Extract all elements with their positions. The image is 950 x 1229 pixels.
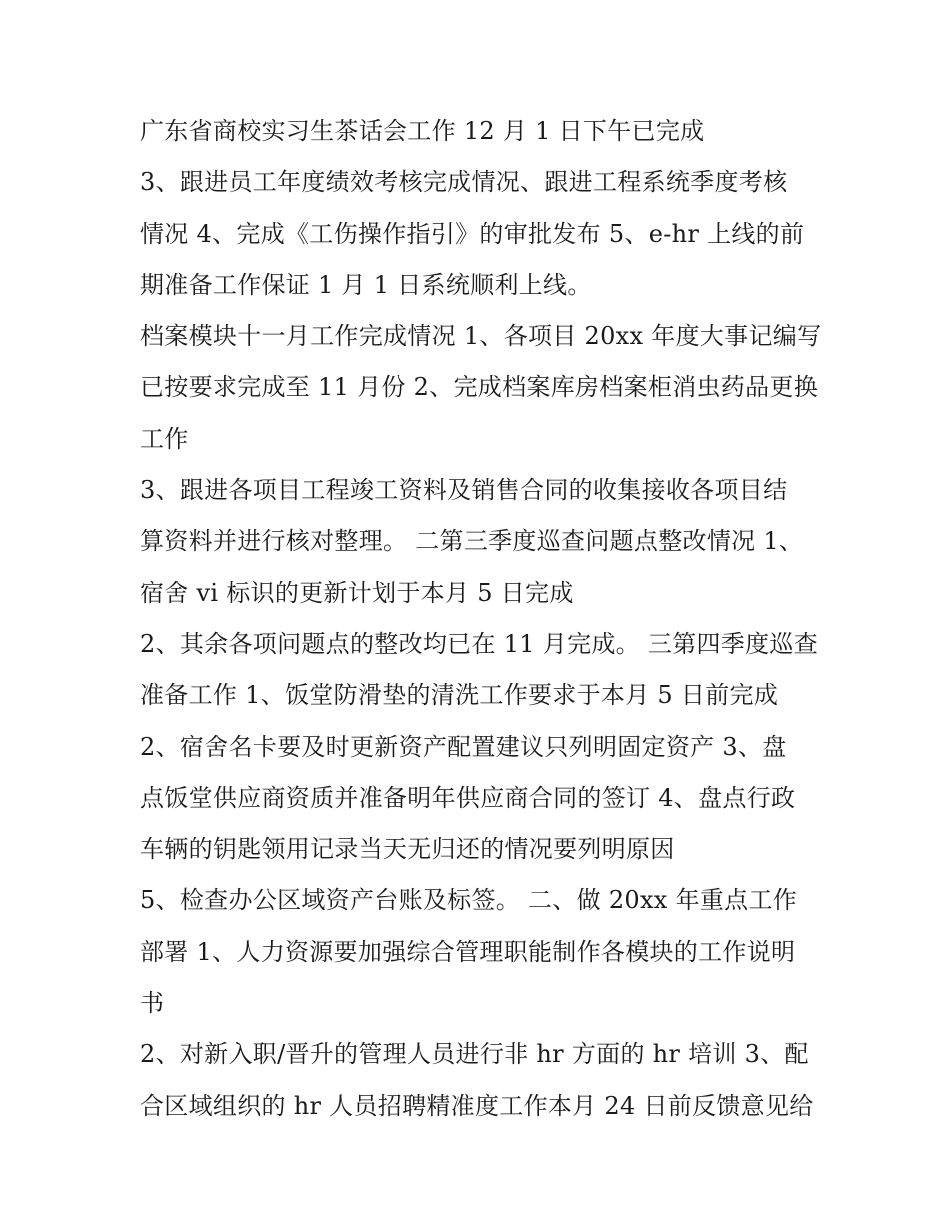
text-line: 2、对新入职/晋升的管理人员进行非 hr 方面的 hr 培训 3、配 (140, 1040, 809, 1069)
text-line: 合区域组织的 hr 人员招聘精准度工作本月 24 日前反馈意见给 (140, 1091, 814, 1120)
text-line: 工作 (140, 424, 189, 453)
text-line: 广东省商校实习生茶话会工作 12 月 1 日下午已完成 (140, 117, 705, 145)
text-line: 2、其余各项问题点的整改均已在 11 月完成。 三第四季度巡查 (140, 629, 818, 658)
text-line: 2、宿舍名卡要及时更新资产配置建议只列明固定资产 3、盘 (140, 732, 787, 761)
text-line: 3、跟进各项目工程竣工资料及销售合同的收集接收各项目结 (140, 476, 788, 505)
text-line: 3、跟进员工年度绩效考核完成情况、跟进工程系统季度考核 (140, 168, 788, 197)
text-line: 算资料并进行核对整理。 二第三季度巡查问题点整改情况 1、 (140, 527, 804, 556)
text-line: 档案模块十一月工作完成情况 1、各项目 20xx 年度大事记编写 (140, 322, 822, 351)
text-line: 情况 4、完成《工伤操作指引》的审批发布 5、e-hr 上线的前 (140, 219, 805, 248)
text-line: 已按要求完成至 11 月份 2、完成档案库房档案柜消虫药品更换 (140, 373, 818, 402)
text-line: 点饭堂供应商资质并准备明年供应商合同的签订 4、盘点行政 (140, 783, 796, 812)
text-line: 期准备工作保证 1 月 1 日系统顺利上线。 (140, 270, 592, 299)
text-line: 5、检查办公区域资产台账及标签。 二、做 20xx 年重点工作 (140, 886, 798, 915)
text-line: 车辆的钥匙领用记录当天无归还的情况要列明原因 (140, 835, 675, 864)
document-body (140, 106, 820, 1132)
text-line: 准备工作 1、饭堂防滑垫的清洗工作要求于本月 5 日前完成 (140, 681, 779, 710)
text-line: 宿舍 vi 标识的更新计划于本月 5 日完成 (140, 578, 574, 607)
text-line: 书 (140, 989, 165, 1018)
text-line: 部署 1、人力资源要加强综合管理职能制作各模块的工作说明 (140, 937, 796, 966)
